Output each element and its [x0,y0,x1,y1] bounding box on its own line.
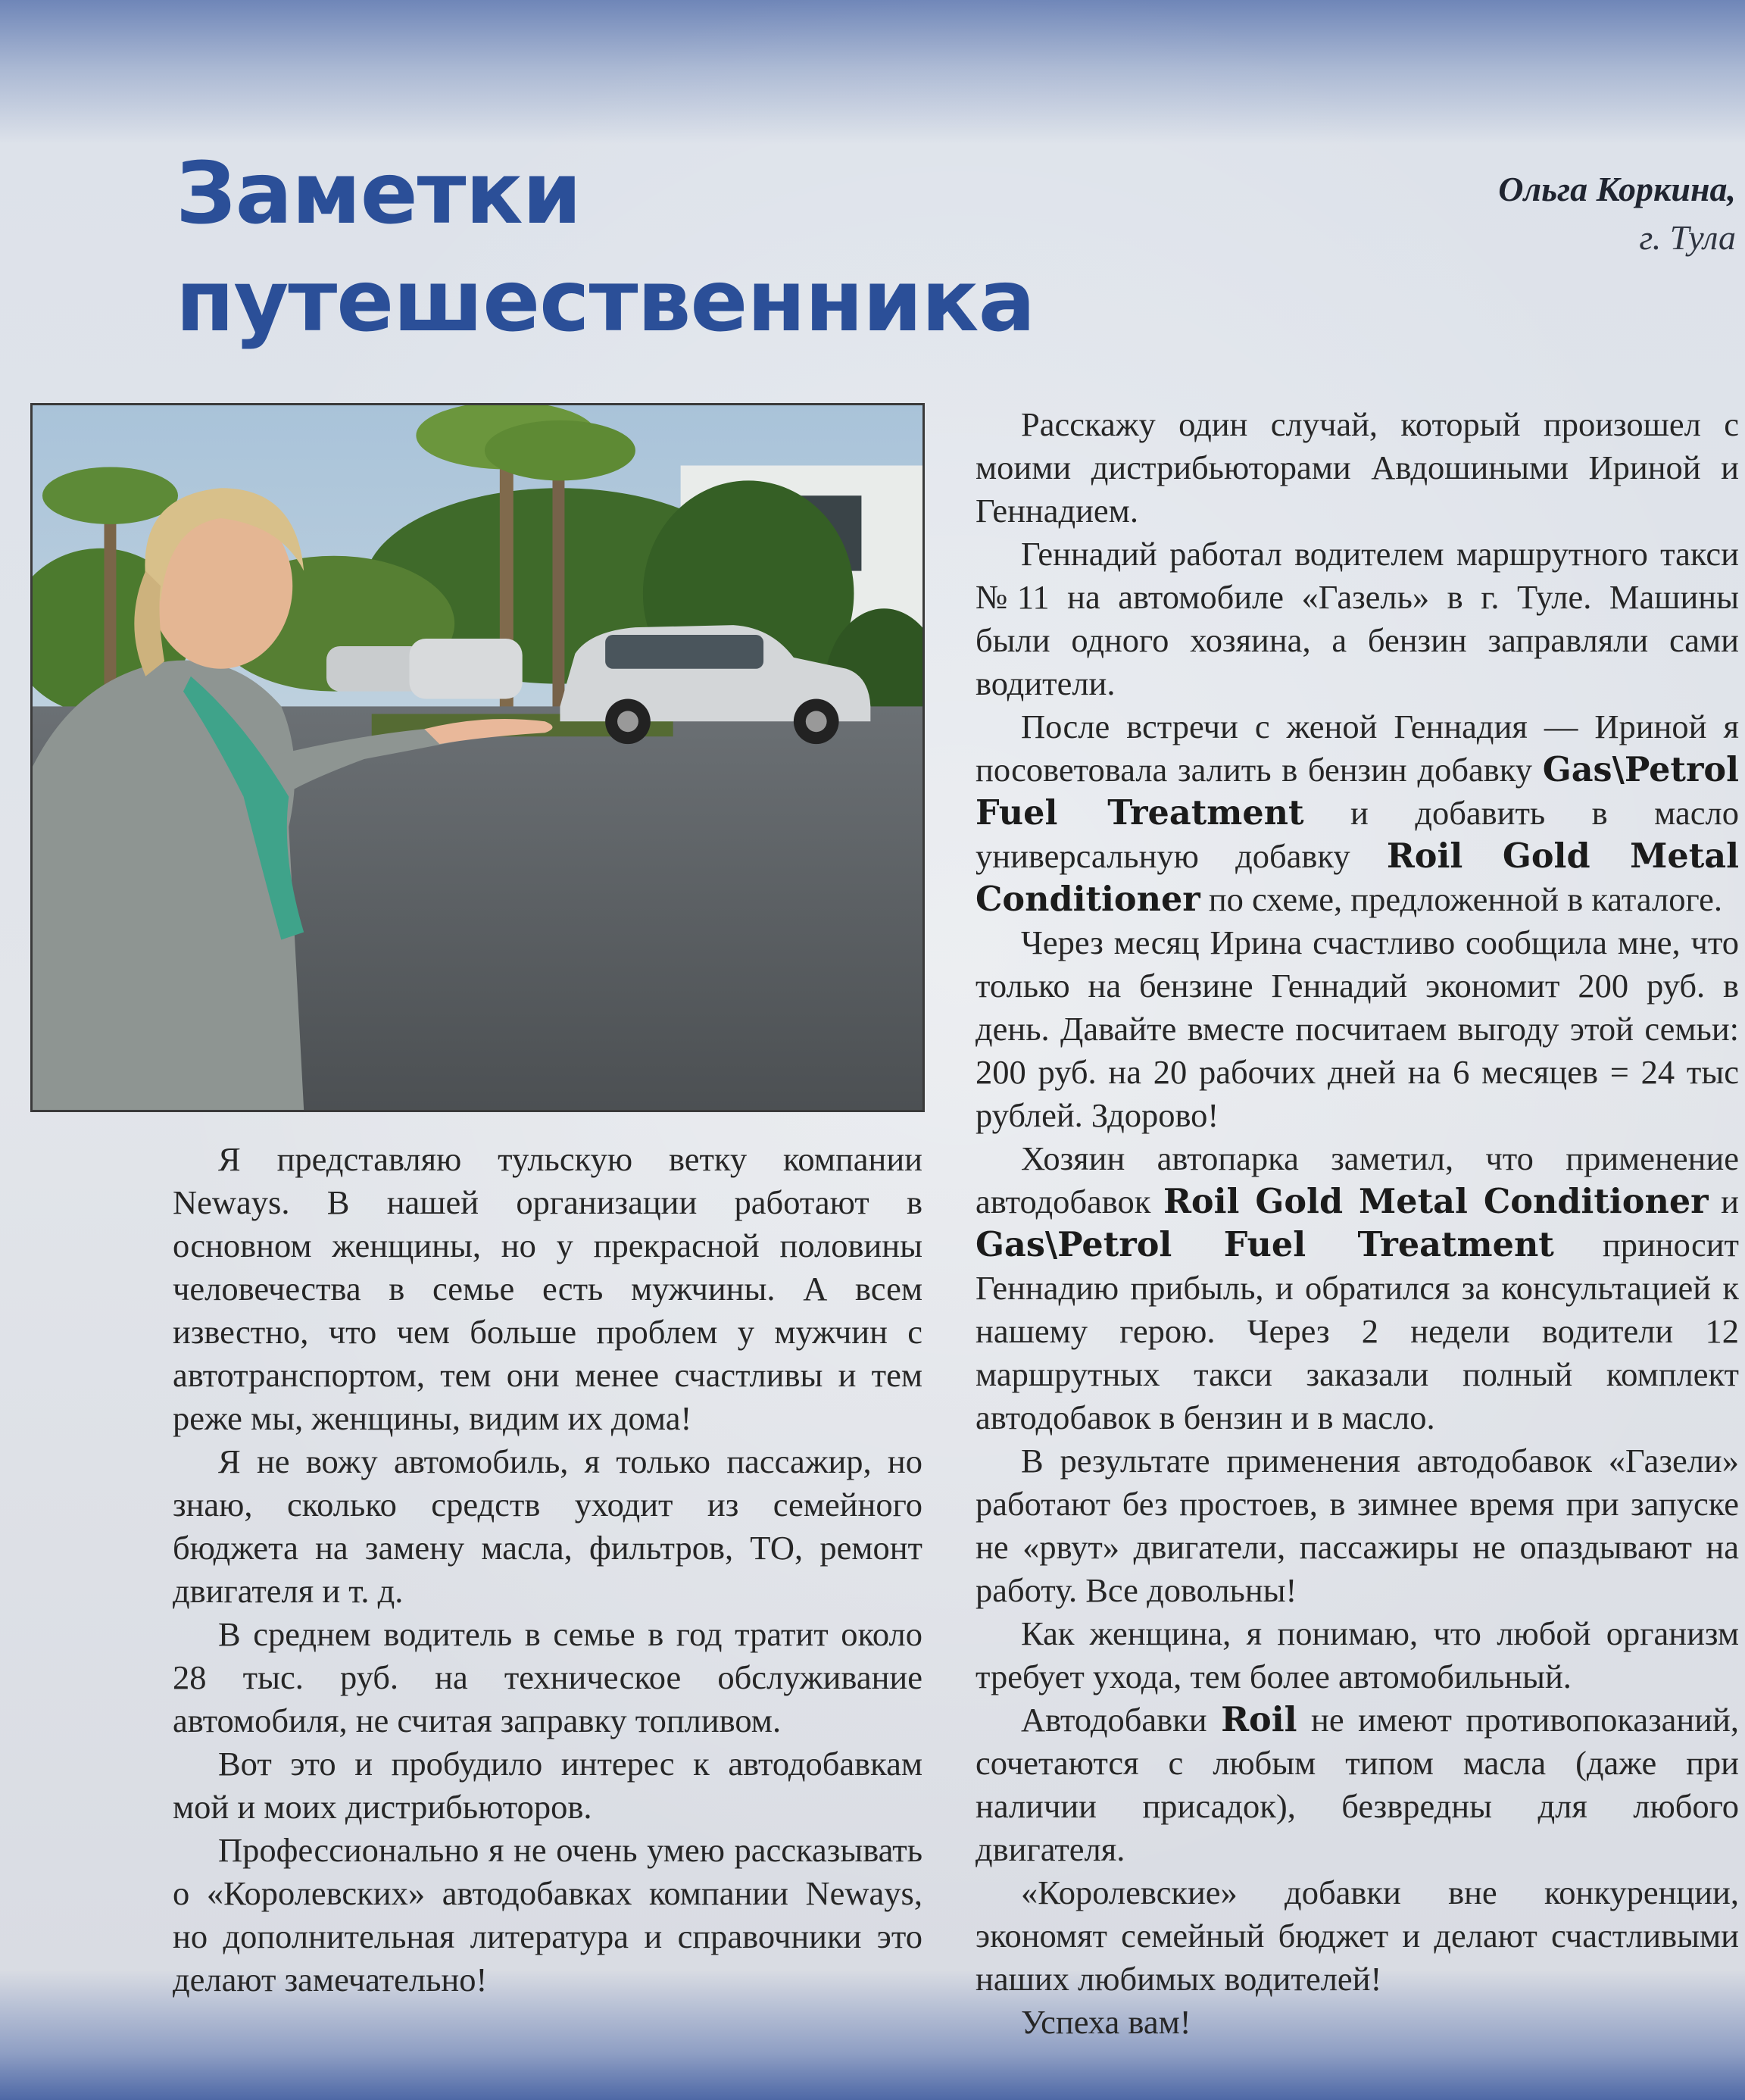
paragraph: Через месяц Ирина счастливо сообщила мне, что только на бензине Геннадий экономит 200 руб. в день. Давайте вместе посчитаем выгоду этой семьи: 200 руб. на 20 рабочих дней на 6 месяцев = 24 тыс рублей. Здорово! [976,923,1739,1134]
text-run: и [1708,1183,1739,1220]
text-run: Автодобавки [1021,1701,1222,1739]
left-column [173,1138,922,2002]
text-run: приносит Геннадию прибыль, и обратился за консультацией к нашему герою. Через 2 недели водители 12 маршрутных такси заказали полный комплект автодобавок в бензин и в масло. [976,1226,1739,1436]
paragraph [976,705,1739,921]
product-name-roil-gold: Roil Gold Metal Conditioner [1163,1182,1709,1221]
text-run: Хозяин автопарка заметил, что применение автодобавок [976,1139,1739,1220]
title-line-2: путешественника [176,252,1035,351]
product-name-roil-gold: Roil Gold Metal Conditioner [976,836,1739,919]
photo-woman-with-cars [33,405,922,1110]
paragraph: Расскажу один случай, который произошел с моими дистрибьюторами Авдошиными Ириной и Геннадием. [976,405,1739,530]
paragraph: Я не вожу автомобиль, я только пассажир, но знаю, сколько средств уходит из семейного бюджета на замену масла, фильтров, ТО, ремонт двигателя и т. д. [173,1442,922,1610]
author-city: г. Тула [1639,218,1736,257]
paragraph [976,1698,1739,1871]
byline [1498,165,1736,262]
paragraph: В среднем водитель в семье в год тратит около 28 тыс. руб. на техническое обслуживание автомобиля, не считая заправку топливом. [173,1615,922,1739]
paragraph: Как женщина, я понимаю, что любой организм требует ухода, тем более автомобильный. [976,1614,1739,1695]
text-run: не имеют противопоказаний, сочетаются с любым типом масла (даже при наличии присадок), безвредны для любого двигателя. [976,1701,1739,1868]
right-column [976,403,1739,2044]
title-line-1: Заметки [176,145,582,243]
paragraph: В результате применения автодобавок «Газели» работают без простоев, в зимнее время при запуске не «рвут» двигатели, пассажиры не опаздывают на работу. Все довольны! [976,1442,1739,1609]
paragraph: Геннадий работал водителем маршрутного такси №11 на автомобиле «Газель» в г. Туле. Машины были одного хозяина, а бензин заправляли сами водители. [976,535,1739,702]
brand-name-roil: Roil [1221,1700,1297,1739]
paragraph [976,1137,1739,1439]
text-run: по схеме, предложенной в каталоге. [1200,880,1723,918]
article-title [176,140,1035,355]
product-name-gas-petrol: Gas\Petrol Fuel Treatment [976,1225,1554,1264]
text-run: После встречи с женой Геннадия — Ириной я посоветовала залить в бензин добавку [976,708,1739,789]
article-photo [30,403,925,1112]
paragraph: «Королевские» добавки вне конкуренции, экономят семейный бюджет и делают счастливыми наших любимых водителей! [976,1873,1739,1998]
paragraph: Успеха вам! [1021,2003,1191,2041]
product-name-gas-petrol: Gas\Petrol Fuel Treatment [976,750,1739,833]
paragraph: Профессионально я не очень умею рассказывать о «Королевских» автодобавках компании Neways, но дополнительная литература и справочники это делают замечательно! [173,1831,922,1998]
text-run: и добавить в масло универсальную добавку [976,794,1739,875]
author-name: Ольга Коркина, [1498,170,1736,208]
paragraph: Я представляю тульскую ветку компании Neways. В нашей организации работают в основном женщины, но у прекрасной половины человечества в семье есть мужчины. А всем известно, что чем больше проблем у мужчин с автотранспортом, тем они менее счастливы и тем реже мы, женщины, видим их дома! [173,1140,922,1437]
paragraph: Вот это и пробудило интерес к автодобавкам мой и моих дистрибьюторов. [173,1745,922,1826]
